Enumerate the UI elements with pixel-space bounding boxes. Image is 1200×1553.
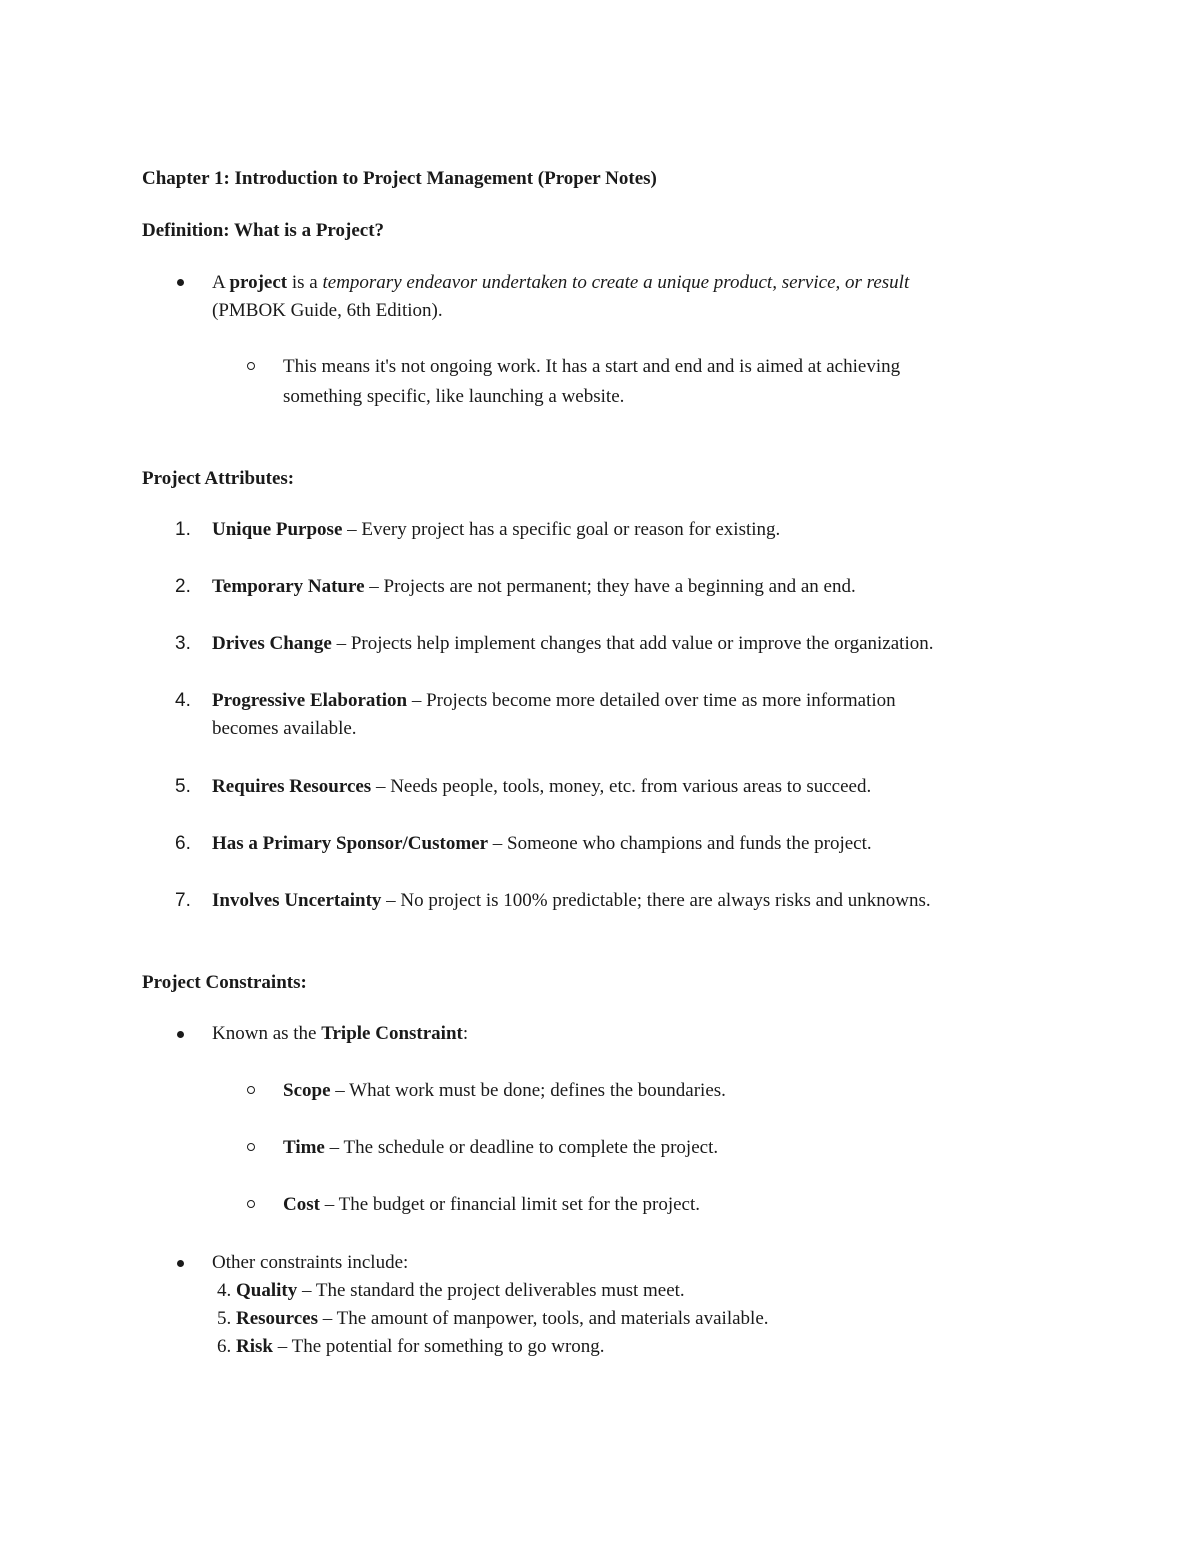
hollow-bullet-icon: [247, 1143, 255, 1151]
definition-heading: Definition: What is a Project?: [142, 220, 385, 241]
list-item: 5. Resources – The amount of manpower, tools, and materials available.: [217, 1308, 769, 1329]
list-number: 6.: [175, 833, 191, 854]
list-item: Unique Purpose – Every project has a specific goal or reason for existing.: [212, 519, 781, 540]
list-number: 5.: [175, 776, 191, 797]
list-item: Requires Resources – Needs people, tools, money, etc. from various areas to succeed.: [212, 776, 872, 797]
list-item: Drives Change – Projects help implement changes that add value or improve the organization.: [212, 633, 934, 654]
hollow-bullet-icon: [247, 1086, 255, 1094]
definition-line-2: (PMBOK Guide, 6th Edition).: [212, 300, 443, 321]
chapter-title: Chapter 1: Introduction to Project Management (Proper Notes): [142, 168, 657, 189]
list-item: Has a Primary Sponsor/Customer – Someone who champions and funds the project.: [212, 833, 872, 854]
list-item: Scope – What work must be done; defines the boundaries.: [283, 1080, 726, 1101]
attributes-heading: Project Attributes:: [142, 468, 295, 489]
list-number: 7.: [175, 890, 191, 911]
list-item: Time – The schedule or deadline to complete the project.: [283, 1137, 719, 1158]
bullet-icon: [177, 279, 184, 286]
list-item: Progressive Elaboration – Projects become more detailed over time as more information: [212, 690, 896, 711]
constraints-heading: Project Constraints:: [142, 972, 307, 993]
hollow-bullet-icon: [247, 1200, 255, 1208]
definition-line-1: A project is a temporary endeavor undertaken to create a unique product, service, or result: [212, 272, 910, 293]
list-number: 1.: [175, 519, 191, 540]
list-number: 4.: [175, 690, 191, 711]
list-number: 2.: [175, 576, 191, 597]
list-item: 4. Quality – The standard the project deliverables must meet.: [217, 1280, 685, 1301]
list-number: 3.: [175, 633, 191, 654]
definition-sub-line-2: something specific, like launching a website.: [283, 386, 625, 407]
other-constraints-label: Other constraints include:: [212, 1252, 409, 1273]
bullet-icon: [177, 1260, 184, 1267]
definition-sub-line-1: This means it's not ongoing work. It has a start and end and is aimed at achieving: [283, 356, 901, 377]
triple-constraint-intro: Known as the Triple Constraint:: [212, 1023, 469, 1044]
list-item-continuation: becomes available.: [212, 718, 357, 739]
hollow-bullet-icon: [247, 362, 255, 370]
list-item: 6. Risk – The potential for something to go wrong.: [217, 1336, 605, 1357]
list-item: Temporary Nature – Projects are not permanent; they have a beginning and an end.: [212, 576, 856, 597]
list-item: Involves Uncertainty – No project is 100% predictable; there are always risks and unknowns.: [212, 890, 931, 911]
bullet-icon: [177, 1031, 184, 1038]
list-item: Cost – The budget or financial limit set for the project.: [283, 1194, 701, 1215]
